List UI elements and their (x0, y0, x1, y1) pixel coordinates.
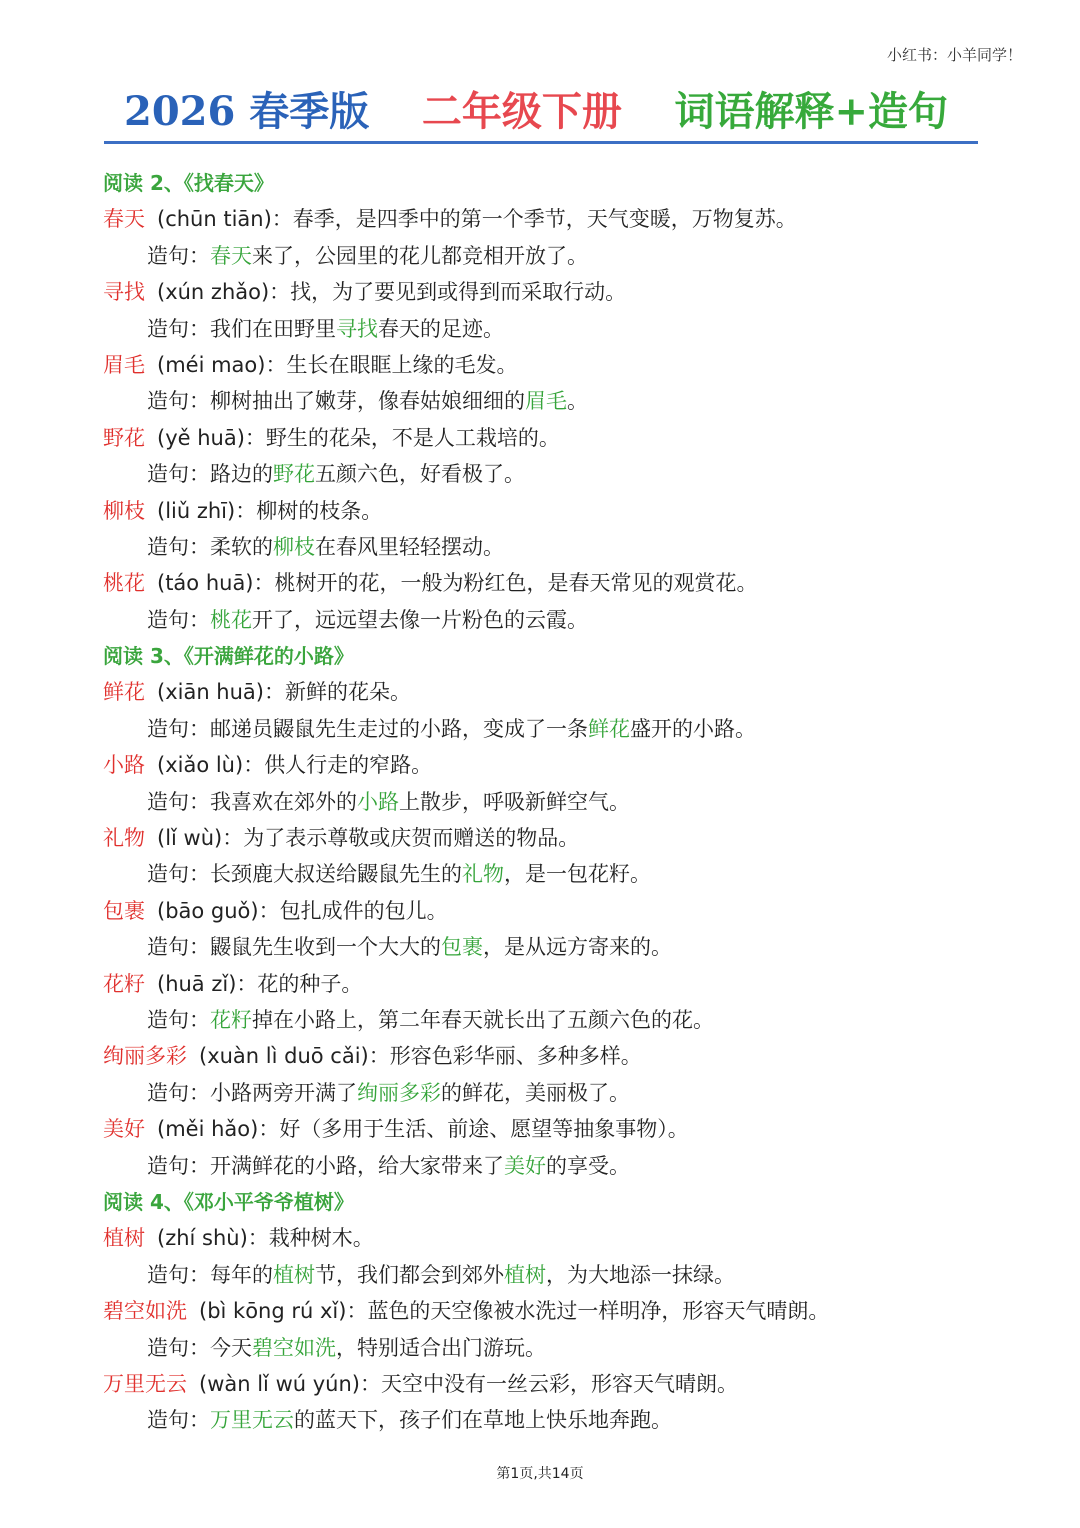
example-sentence (103, 1148, 1003, 1184)
sentence-text: 路边的 (210, 462, 273, 487)
vocab-entry (103, 1293, 1003, 1329)
sentence-text: 节，我们都会到郊外 (315, 1262, 504, 1287)
vocab-entry (103, 274, 1003, 310)
colon: ： (243, 753, 265, 778)
sentence-text: 的享受。 (546, 1153, 630, 1178)
vocab-word: 鲜花 (103, 680, 145, 705)
sentence-label: 造句： (147, 935, 210, 960)
sentence-label: 造句： (147, 389, 210, 414)
colon: ： (271, 207, 293, 232)
sentence-label: 造句： (147, 1408, 210, 1433)
sentence-highlight: 礼物 (462, 862, 504, 887)
colon: ： (253, 571, 275, 596)
vocab-definition: 花的种子。 (257, 971, 363, 996)
vocab-pinyin: (měi hǎo) (157, 1117, 259, 1142)
sentence-label: 造句： (147, 462, 210, 487)
example-sentence (103, 311, 1003, 347)
vocab-word: 小路 (103, 753, 145, 778)
sentence-text: ，特别适合出门游玩。 (336, 1335, 546, 1360)
sentence-highlight: 眉毛 (525, 389, 567, 414)
vocab-word: 野花 (103, 425, 145, 450)
vocab-entry (103, 420, 1003, 456)
colon: ： (346, 1299, 368, 1324)
colon: ： (235, 498, 257, 523)
example-sentence (103, 784, 1003, 820)
colon: ： (264, 680, 285, 705)
sentence-text: 的鲜花，美丽极了。 (441, 1080, 630, 1105)
colon: ： (269, 280, 291, 305)
vocab-pinyin: (yě huā) (157, 425, 245, 450)
vocab-definition: 天空中没有一丝云彩，形容天气晴朗。 (380, 1371, 738, 1396)
example-sentence (103, 1257, 1003, 1293)
sentence-text: 盛开的小路。 (630, 716, 756, 741)
vocab-definition: 春季，是四季中的第一个季节，天气变暖，万物复苏。 (292, 207, 797, 232)
colon: ： (258, 898, 280, 923)
colon: ： (244, 425, 266, 450)
sentence-highlight: 绚丽多彩 (357, 1080, 441, 1105)
vocab-word: 万里无云 (103, 1371, 187, 1396)
sentence-label: 造句： (147, 1080, 210, 1105)
sentence-text: ，是从远方寄来的。 (483, 935, 672, 960)
sentence-text: 上散步，呼吸新鲜空气。 (399, 789, 630, 814)
vocab-definition: 野生的花朵，不是人工栽培的。 (265, 425, 560, 450)
vocab-word: 包裹 (103, 898, 145, 923)
sentence-highlight: 碧空如洗 (252, 1335, 336, 1360)
sentence-text: 柳树抽出了嫩芽，像春姑娘细细的 (210, 389, 525, 414)
vocab-pinyin: (chūn tiān) (157, 207, 272, 232)
title-grade: 二年级下册 (421, 88, 622, 135)
vocab-definition: 为了表示尊敬或庆贺而赠送的物品。 (243, 826, 580, 851)
vocab-entry (103, 893, 1003, 929)
vocab-word: 绚丽多彩 (103, 1044, 187, 1069)
sentence-text: 。 (567, 389, 588, 414)
vocab-definition: 包扎成件的包儿。 (279, 898, 448, 923)
sentence-text: 我喜欢在郊外的 (210, 789, 357, 814)
vocab-definition: 找，为了要见到或得到而采取行动。 (290, 280, 627, 305)
colon: ： (359, 1371, 381, 1396)
sentence-label: 造句： (147, 1153, 210, 1178)
vocab-word: 桃花 (103, 571, 145, 596)
title-subject: 词语解释+造句 (674, 88, 948, 135)
vocab-pinyin: (lǐ wù) (157, 826, 223, 851)
vocab-pinyin: (bāo guǒ) (157, 898, 259, 923)
page-number: 第1页,共14页 (496, 1466, 584, 1482)
section-heading: 阅读 3、《开满鲜花的小路》 (103, 644, 354, 669)
vocab-pinyin: (wàn lǐ wú yún) (199, 1371, 360, 1396)
sentence-highlight: 野花 (273, 462, 315, 487)
sentence-highlight: 花籽 (210, 1007, 252, 1032)
sentence-label: 造句： (147, 1262, 210, 1287)
sentence-highlight: 美好 (504, 1153, 546, 1178)
example-sentence (103, 383, 1003, 419)
sentence-label: 造句： (147, 607, 210, 632)
vocab-entry (103, 1111, 1003, 1147)
vocab-entry (103, 1366, 1003, 1402)
vocab-word: 植树 (103, 1226, 145, 1251)
example-sentence (103, 1402, 1003, 1438)
sentence-highlight: 寻找 (336, 316, 378, 341)
example-sentence (103, 856, 1003, 892)
sentence-label: 造句： (147, 316, 210, 341)
sentence-highlight: 桃花 (210, 607, 252, 632)
vocab-pinyin: (táo huā) (157, 571, 254, 596)
vocab-word: 柳枝 (103, 498, 145, 523)
vocab-entry (103, 1038, 1003, 1074)
example-sentence (103, 711, 1003, 747)
vocab-definition: 栽种树木。 (268, 1226, 374, 1251)
sentence-highlight: 小路 (357, 789, 399, 814)
vocab-entry (103, 565, 1003, 601)
section-heading: 阅读 4、《邓小平爷爷植树》 (103, 1189, 354, 1214)
vocab-definition: 蓝色的天空像被水洗过一样明净，形容天气晴朗。 (367, 1299, 830, 1324)
colon: ： (258, 1117, 280, 1142)
vocab-word: 美好 (103, 1117, 145, 1142)
vocab-entry (103, 747, 1003, 783)
vocab-word: 花籽 (103, 971, 145, 996)
colon: ： (368, 1044, 390, 1069)
vocab-definition: 形容色彩华丽、多种多样。 (389, 1044, 642, 1069)
vocab-definition: 好（多用于生活、前途、愿望等抽象事物）。 (279, 1117, 689, 1142)
sentence-highlight: 春天 (210, 243, 252, 268)
sentence-text: 五颜六色，好看极了。 (315, 462, 525, 487)
sentence-text: 开了，远远望去像一片粉色的云霞。 (252, 607, 588, 632)
vocab-pinyin: (xún zhǎo) (157, 280, 270, 305)
sentence-text: 柔软的 (210, 534, 273, 559)
example-sentence (103, 1330, 1003, 1366)
sentence-highlight: 植树 (273, 1262, 315, 1287)
vocab-definition: 供人行走的窄路。 (264, 753, 433, 778)
vocab-pinyin: (xuàn lì duō cǎi) (199, 1044, 369, 1069)
vocab-definition: 新鲜的花朵。 (285, 680, 411, 705)
sentence-label: 造句： (147, 1335, 210, 1360)
vocab-definition: 生长在眼眶上缘的毛发。 (286, 352, 518, 377)
vocab-definition: 桃树开的花，一般为粉红色，是春天常见的观赏花。 (274, 571, 758, 596)
example-sentence (103, 238, 1003, 274)
sentence-label: 造句： (147, 862, 210, 887)
vocab-definition: 柳树的枝条。 (256, 498, 383, 523)
sentence-text: 我们在田野里 (210, 316, 336, 341)
example-sentence (103, 1002, 1003, 1038)
sentence-text: 掉在小路上，第二年春天就长出了五颜六色的花。 (252, 1007, 714, 1032)
vocab-entry (103, 201, 1003, 237)
sentence-highlight: 鲜花 (588, 716, 630, 741)
vocab-entry (103, 1220, 1003, 1256)
vocab-pinyin: (xiǎo lù) (157, 753, 244, 778)
sentence-highlight: 万里无云 (210, 1408, 294, 1433)
example-sentence (103, 456, 1003, 492)
sentence-label: 造句： (147, 243, 210, 268)
sentence-text: 在春风里轻轻摆动。 (315, 534, 504, 559)
sentence-text: ，为大地添一抹绿。 (546, 1262, 735, 1287)
sentence-text: 小路两旁开满了 (210, 1080, 357, 1105)
vocab-pinyin: (méi mao) (157, 352, 266, 377)
vocab-entry (103, 347, 1003, 383)
sentence-label: 造句： (147, 789, 210, 814)
sentence-label: 造句： (147, 1007, 210, 1032)
section-heading: 阅读 2、《找春天》 (103, 171, 274, 195)
example-sentence (103, 929, 1003, 965)
vocab-word: 礼物 (103, 826, 145, 851)
vocabulary-list (103, 165, 1003, 1439)
example-sentence (103, 1075, 1003, 1111)
sentence-text: 每年的 (210, 1262, 273, 1287)
vocab-pinyin: (zhí shù) (157, 1226, 248, 1251)
sentence-text: ，是一包花籽。 (504, 862, 651, 887)
vocab-pinyin: (bì kōng rú xǐ) (199, 1299, 347, 1324)
sentence-text: 长颈鹿大叔送给鼹鼠先生的 (210, 862, 462, 887)
colon: ： (247, 1226, 269, 1251)
sentence-text: 鼹鼠先生收到一个大大的 (210, 935, 441, 960)
sentence-text: 春天的足迹。 (378, 316, 504, 341)
sentence-text: 的蓝天下，孩子们在草地上快乐地奔跑。 (294, 1408, 672, 1433)
vocab-entry (103, 493, 1003, 529)
colon: ： (222, 826, 244, 851)
sentence-text: 邮递员鼹鼠先生走过的小路，变成了一条 (210, 716, 588, 741)
sentence-label: 造句： (147, 716, 210, 741)
watermark: 小红书：小羊同学！ (886, 46, 1022, 64)
sentence-highlight: 包裹 (441, 935, 483, 960)
vocab-word: 春天 (103, 207, 145, 232)
sentence-label: 造句： (147, 534, 210, 559)
vocab-pinyin: (liǔ zhī) (157, 498, 236, 523)
sentence-highlight: 柳枝 (273, 534, 315, 559)
example-sentence (103, 529, 1003, 565)
vocab-entry (103, 674, 1003, 710)
title-edition: 2026 春季版 (124, 88, 370, 135)
sentence-text: 开满鲜花的小路，给大家带来了 (210, 1153, 504, 1178)
example-sentence (103, 602, 1003, 638)
vocab-entry (103, 820, 1003, 856)
sentence-highlight: 植树 (504, 1262, 546, 1287)
vocab-pinyin: (xiān huā) (157, 680, 264, 705)
page-title (104, 86, 978, 144)
vocab-entry (103, 966, 1003, 1002)
vocab-word: 眉毛 (103, 352, 145, 377)
colon: ： (265, 352, 287, 377)
sentence-text: 来了，公园里的花儿都竞相开放了。 (252, 243, 588, 268)
colon: ： (236, 971, 258, 996)
vocab-word: 碧空如洗 (103, 1299, 187, 1324)
vocab-pinyin: (huā zǐ) (157, 971, 237, 996)
sentence-text: 今天 (210, 1335, 252, 1360)
vocab-word: 寻找 (103, 280, 145, 305)
